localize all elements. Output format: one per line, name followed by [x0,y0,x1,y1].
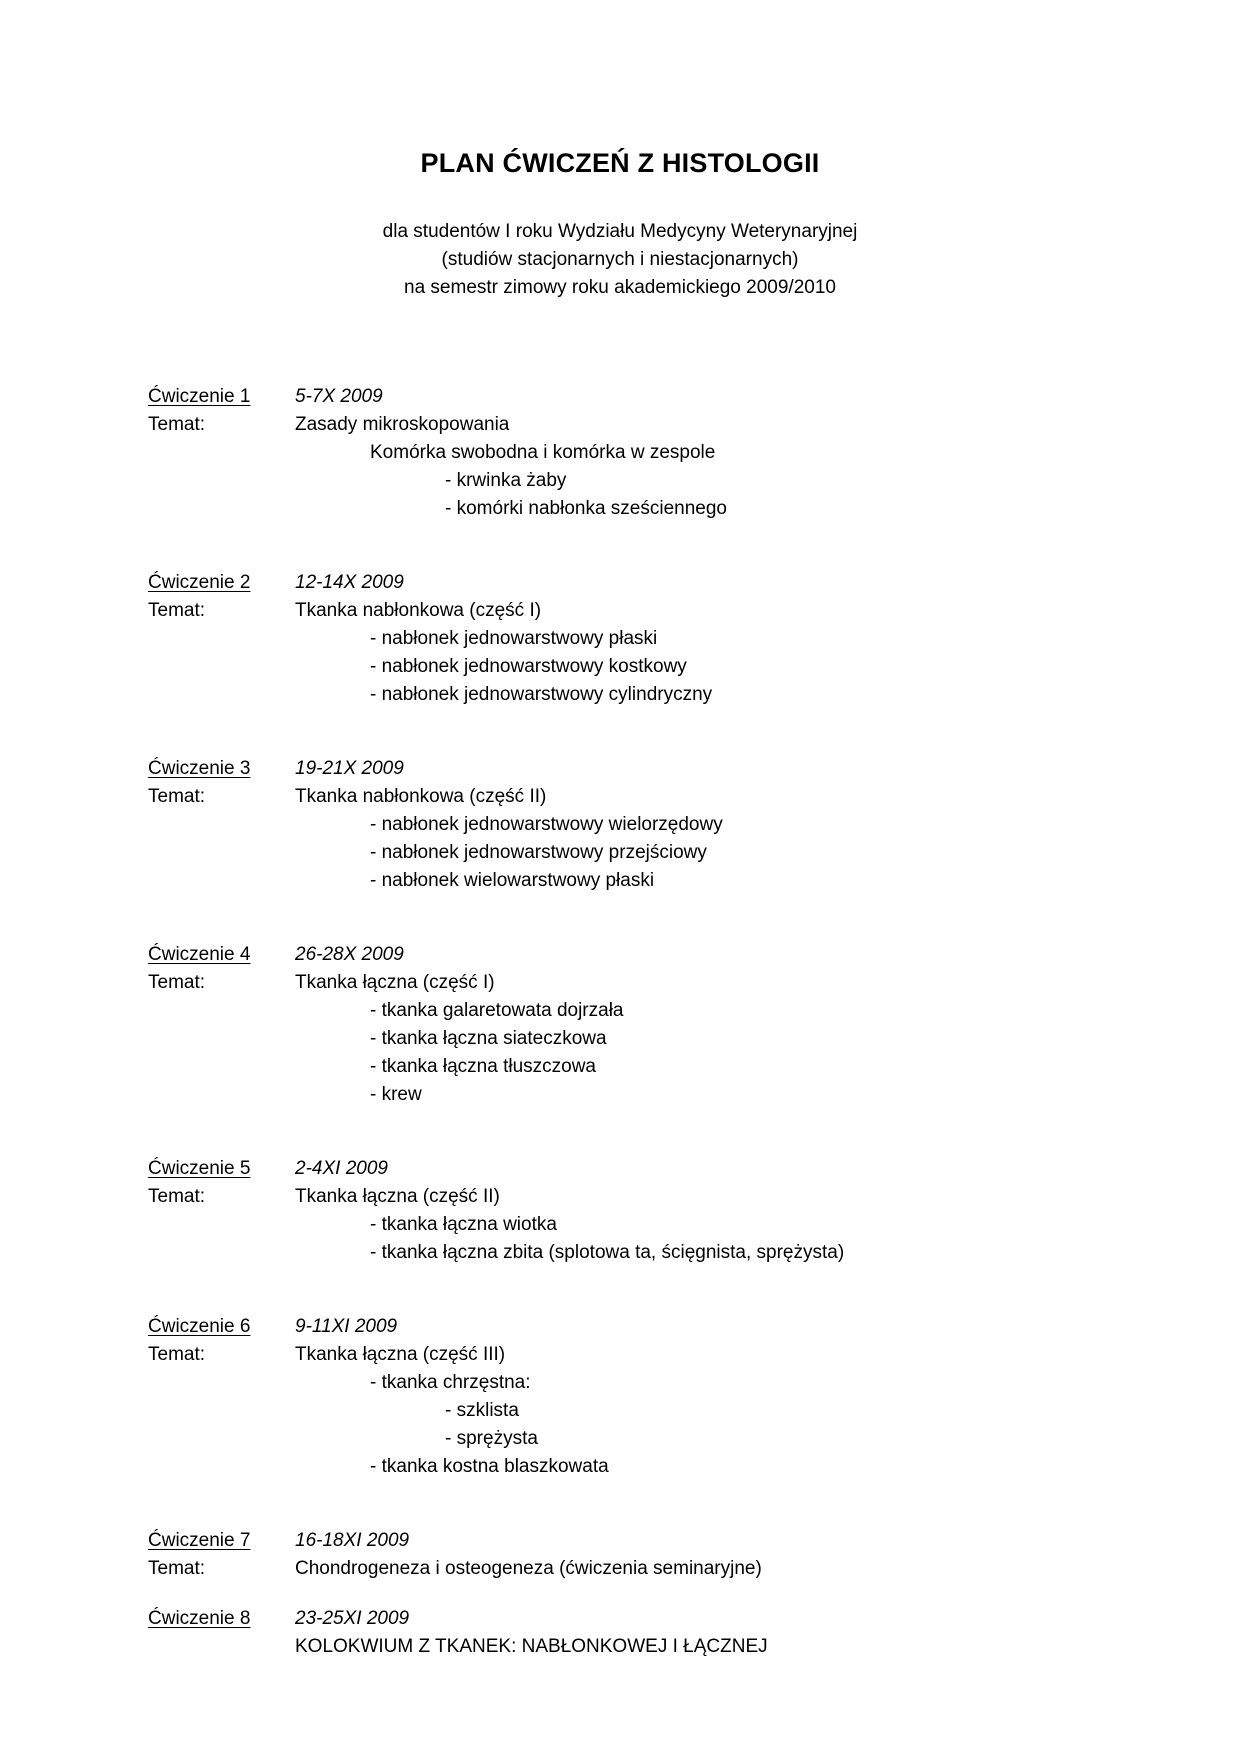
label-spacer [148,495,295,523]
topic-item: - tkanka chrzęstna: [370,1372,531,1393]
exercise-block [148,383,1148,523]
topic-title: Tkanka nabłonkowa (część II) [295,786,547,807]
exercise-label: Ćwiczenie 8 [148,1608,251,1629]
topic-title: Chondrogeneza i osteogeneza (ćwiczenia seminaryjne) [295,1558,762,1579]
topic-title: Zasady mikroskopowania [295,414,510,435]
exercise-block [148,1527,1148,1583]
label-spacer [148,1425,295,1453]
exercise-topic-line [148,1397,1148,1425]
exercise-label: Ćwiczenie 1 [148,386,251,407]
label-spacer [148,1239,295,1267]
label-spacer [148,1633,295,1661]
label-spacer [148,1053,295,1081]
exercise-header [148,1155,1148,1183]
topic-item: - tkanka kostna blaszkowata [370,1456,609,1477]
topic-label: Temat: [148,972,206,993]
topic-item: - krew [370,1084,422,1105]
topic-item: - tkanka galaretowata dojrzała [370,1000,624,1021]
exercise-topic-line [148,1025,1148,1053]
exercise-date: 16-18XI 2009 [295,1530,410,1551]
topic-item: - komórki nabłonka sześciennego [445,498,727,519]
topic-label: Temat: [148,600,206,621]
exercise-topic-line [148,653,1148,681]
label-spacer [148,439,295,467]
exercise-list [148,383,1148,1661]
exercise-date: 23-25XI 2009 [295,1608,410,1629]
exercise-topic-line [148,1081,1148,1109]
exercise-label: Ćwiczenie 3 [148,758,251,779]
exercise-topic-line [148,439,1148,467]
exercise-header [148,941,1148,969]
label-spacer [148,839,295,867]
label-spacer [148,625,295,653]
exercise-label: Ćwiczenie 2 [148,572,251,593]
exercise-topic-line [148,625,1148,653]
topic-item: - sprężysta [445,1428,538,1449]
label-spacer [148,681,295,709]
exercise-topic-line [148,969,1148,997]
label-spacer [148,1081,295,1109]
topic-item: - nabłonek jednowarstwowy wielorzędowy [370,814,723,835]
topic-label: Temat: [148,1558,206,1579]
exercise-header [148,569,1148,597]
label-spacer [148,653,295,681]
exercise-topic-line [148,467,1148,495]
topic-label: Temat: [148,1186,206,1207]
exercise-block [148,941,1148,1109]
exercise-topic-line [148,1555,1148,1583]
subtitle-line: na semestr zimowy roku akademickiego 2009/2010 [404,277,836,298]
topic-item: - tkanka łączna tłuszczowa [370,1056,596,1077]
label-spacer [148,467,295,495]
exercise-topic-line [148,811,1148,839]
exercise-topic-line [148,411,1148,439]
topic-title: Tkanka łączna (część I) [295,972,495,993]
exercise-header [148,755,1148,783]
topic-title: KOLOKWIUM Z TKANEK: NABŁONKOWEJ I ŁĄCZNEJ [295,1636,768,1657]
topic-label: Temat: [148,414,206,435]
label-spacer [148,997,295,1025]
topic-item: - nabłonek wielowarstwowy płaski [370,870,655,891]
exercise-label: Ćwiczenie 6 [148,1316,251,1337]
label-spacer [148,1369,295,1397]
exercise-label: Ćwiczenie 7 [148,1530,251,1551]
exercise-date: 2-4XI 2009 [295,1158,388,1179]
exercise-date: 5-7X 2009 [295,386,383,407]
exercise-header [148,383,1148,411]
topic-item: - nabłonek jednowarstwowy przejściowy [370,842,707,863]
label-spacer [148,811,295,839]
exercise-date: 9-11XI 2009 [295,1316,398,1337]
topic-item: - nabłonek jednowarstwowy płaski [370,628,658,649]
exercise-header [148,1605,1148,1633]
label-spacer [148,1025,295,1053]
exercise-topic-line [148,1183,1148,1211]
exercise-topic-line [148,783,1148,811]
topic-item: - tkanka łączna siateczkowa [370,1028,607,1049]
exercise-topic-line [148,1369,1148,1397]
label-spacer [148,1211,295,1239]
exercise-topic-line [148,1341,1148,1369]
exercise-block [148,1313,1148,1481]
label-spacer [148,1397,295,1425]
exercise-topic-line [148,1239,1148,1267]
exercise-label: Ćwiczenie 5 [148,1158,251,1179]
exercise-block [148,755,1148,895]
exercise-topic-line [148,597,1148,625]
topic-item: Komórka swobodna i komórka w zespole [370,442,716,463]
exercise-topic-line [148,1425,1148,1453]
topic-title: Tkanka łączna (część III) [295,1344,506,1365]
exercise-topic-line [148,1053,1148,1081]
topic-title: Tkanka nabłonkowa (część I) [295,600,542,621]
exercise-topic-line [148,1211,1148,1239]
exercise-topic-line [148,495,1148,523]
exercise-header [148,1527,1148,1555]
topic-item: - tkanka łączna zbita (splotowa ta, ścięgnista, sprężysta) [370,1242,845,1263]
topic-item: - tkanka łączna wiotka [370,1214,557,1235]
exercise-block [148,569,1148,709]
exercise-label: Ćwiczenie 4 [148,944,251,965]
topic-label: Temat: [148,1344,206,1365]
topic-title: Tkanka łączna (część II) [295,1186,500,1207]
exercise-date: 19-21X 2009 [295,758,404,779]
exercise-topic-line [148,839,1148,867]
topic-label: Temat: [148,786,206,807]
exercise-topic-line [148,997,1148,1025]
exercise-header [148,1313,1148,1341]
topic-item: - szklista [445,1400,519,1421]
subtitle-line: dla studentów I roku Wydziału Medycyny Weterynaryjnej [382,221,858,242]
label-spacer [148,1453,295,1481]
exercise-topic-line [148,867,1148,895]
document-subtitle [0,218,1240,302]
exercise-topic-line [148,681,1148,709]
subtitle-line: (studiów stacjonarnych i niestacjonarnych) [441,249,799,270]
exercise-topic-line [148,1633,1148,1661]
exercise-block [148,1605,1148,1661]
topic-item: - krwinka żaby [445,470,567,491]
topic-item: - nabłonek jednowarstwowy cylindryczny [370,684,713,705]
document-title: PLAN ĆWICZEŃ Z HISTOLOGII [420,148,820,178]
exercise-date: 12-14X 2009 [295,572,404,593]
exercise-block [148,1155,1148,1267]
exercise-date: 26-28X 2009 [295,944,404,965]
topic-item: - nabłonek jednowarstwowy kostkowy [370,656,687,677]
label-spacer [148,867,295,895]
exercise-topic-line [148,1453,1148,1481]
